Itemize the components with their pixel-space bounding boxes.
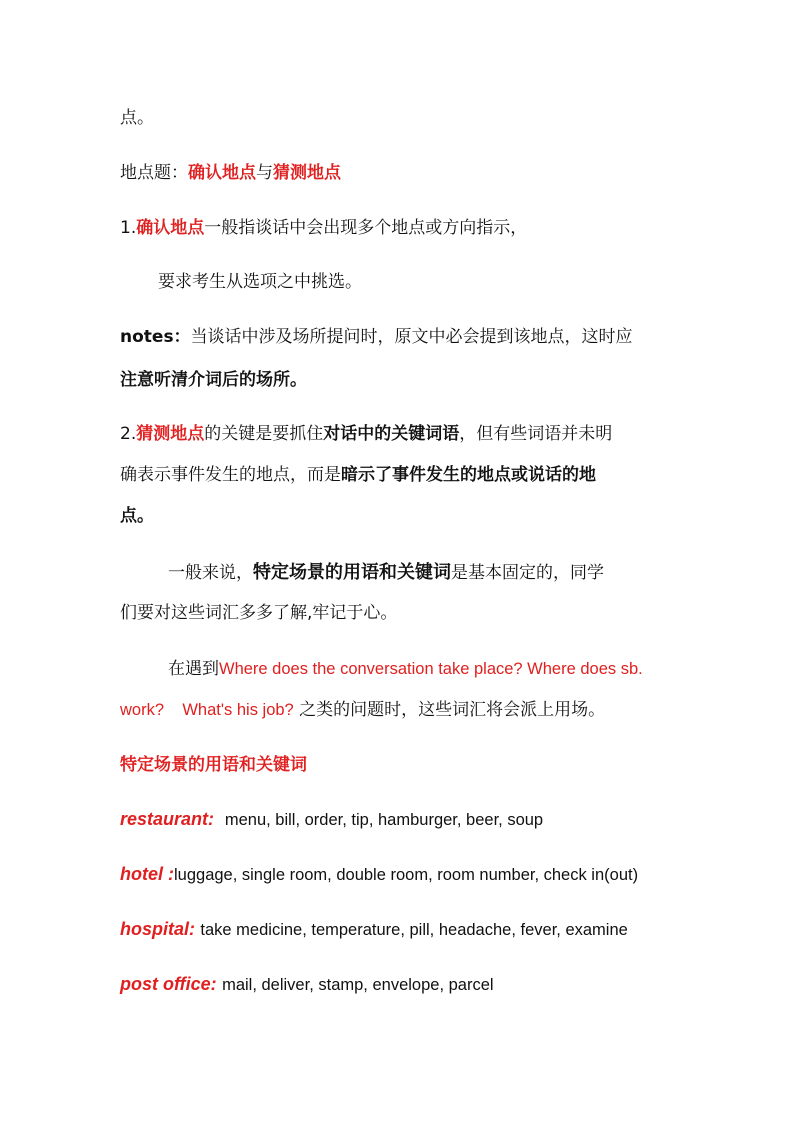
- text-fragment: 一般指谈话中会出现多个地点或方向指示，: [204, 218, 528, 238]
- text-fragment: ，但有些词语并未明: [459, 424, 613, 444]
- text-line: [120, 106, 154, 130]
- highlight-confirm-location: 确认地点: [136, 218, 205, 238]
- text-fragment: 点。: [120, 108, 154, 128]
- bold-fragment: 对话中的关键词语: [323, 424, 460, 444]
- scene-words: luggage, single room, double room, room number, check in(out): [174, 866, 639, 884]
- scene-words: mail, deliver, stamp, envelope, parcel: [222, 976, 494, 994]
- notes-label: notes：: [120, 327, 191, 347]
- scene-place: hotel :: [120, 864, 174, 884]
- section-title: [120, 161, 341, 185]
- text-fragment: 在遇到: [168, 659, 219, 679]
- text-line: [120, 216, 527, 240]
- text-fragment: 的关键是要抓住: [204, 424, 324, 444]
- bold-fragment: 特定场景的用语和关键词: [253, 562, 451, 583]
- heading-text: 特定场景的用语和关键词: [120, 755, 307, 775]
- text-fragment: 与: [256, 163, 273, 183]
- scene-row: [120, 807, 543, 832]
- scene-words: take medicine, temperature, pill, headache, fever, examine: [200, 921, 628, 939]
- text-fragment: 注意听清介词后的场所。: [120, 370, 307, 390]
- highlight-guess-location: 猜测地点: [136, 424, 205, 444]
- notes-line: [120, 325, 633, 349]
- example-question: Where does the conversation take place? Where does sb.: [219, 660, 643, 678]
- text-line: [120, 463, 596, 487]
- scene-row: [120, 972, 494, 997]
- text-fragment: 是基本固定的，同学: [451, 563, 604, 583]
- text-line: [120, 601, 397, 625]
- scene-heading: [120, 753, 307, 777]
- text-fragment: 点。: [120, 506, 154, 526]
- text-fragment: 当谈话中涉及场所提问时，原文中必会提到该地点，这时应: [190, 327, 633, 347]
- bold-fragment: 暗示了事件发生的地点或说话的地: [341, 465, 596, 485]
- text-line: [158, 270, 362, 294]
- scene-row: [120, 862, 638, 887]
- list-number: 1.: [120, 218, 137, 238]
- highlight-guess-location: 猜测地点: [273, 163, 341, 183]
- text-line: [120, 368, 307, 392]
- text-fragment: 一般来说，: [168, 563, 253, 583]
- text-fragment: 要求考生从选项之中挑选。: [158, 272, 362, 292]
- text-line: [168, 561, 604, 585]
- scene-place: restaurant:: [120, 809, 215, 829]
- text-fragment: 确表示事件发生的地点，而是: [120, 465, 341, 485]
- scene-words: menu, bill, order, tip, hamburger, beer, soup: [224, 811, 544, 829]
- scene-place: post office:: [120, 974, 217, 994]
- text-line: [120, 698, 605, 722]
- highlight-confirm-location: 确认地点: [188, 163, 256, 183]
- text-line: [120, 422, 612, 446]
- scene-place: hospital:: [120, 919, 195, 939]
- text-line: [120, 504, 154, 528]
- list-number: 2.: [120, 424, 137, 444]
- scene-row: [120, 917, 628, 942]
- text-fragment: 之类的问题时，这些词汇将会派上用场。: [293, 700, 606, 720]
- text-line: [168, 657, 643, 681]
- text-fragment: 们要对这些词汇多多了解,牢记于心。: [120, 603, 398, 623]
- example-question: work? What's his job?: [120, 701, 294, 719]
- text-fragment: 地点题：: [120, 163, 188, 183]
